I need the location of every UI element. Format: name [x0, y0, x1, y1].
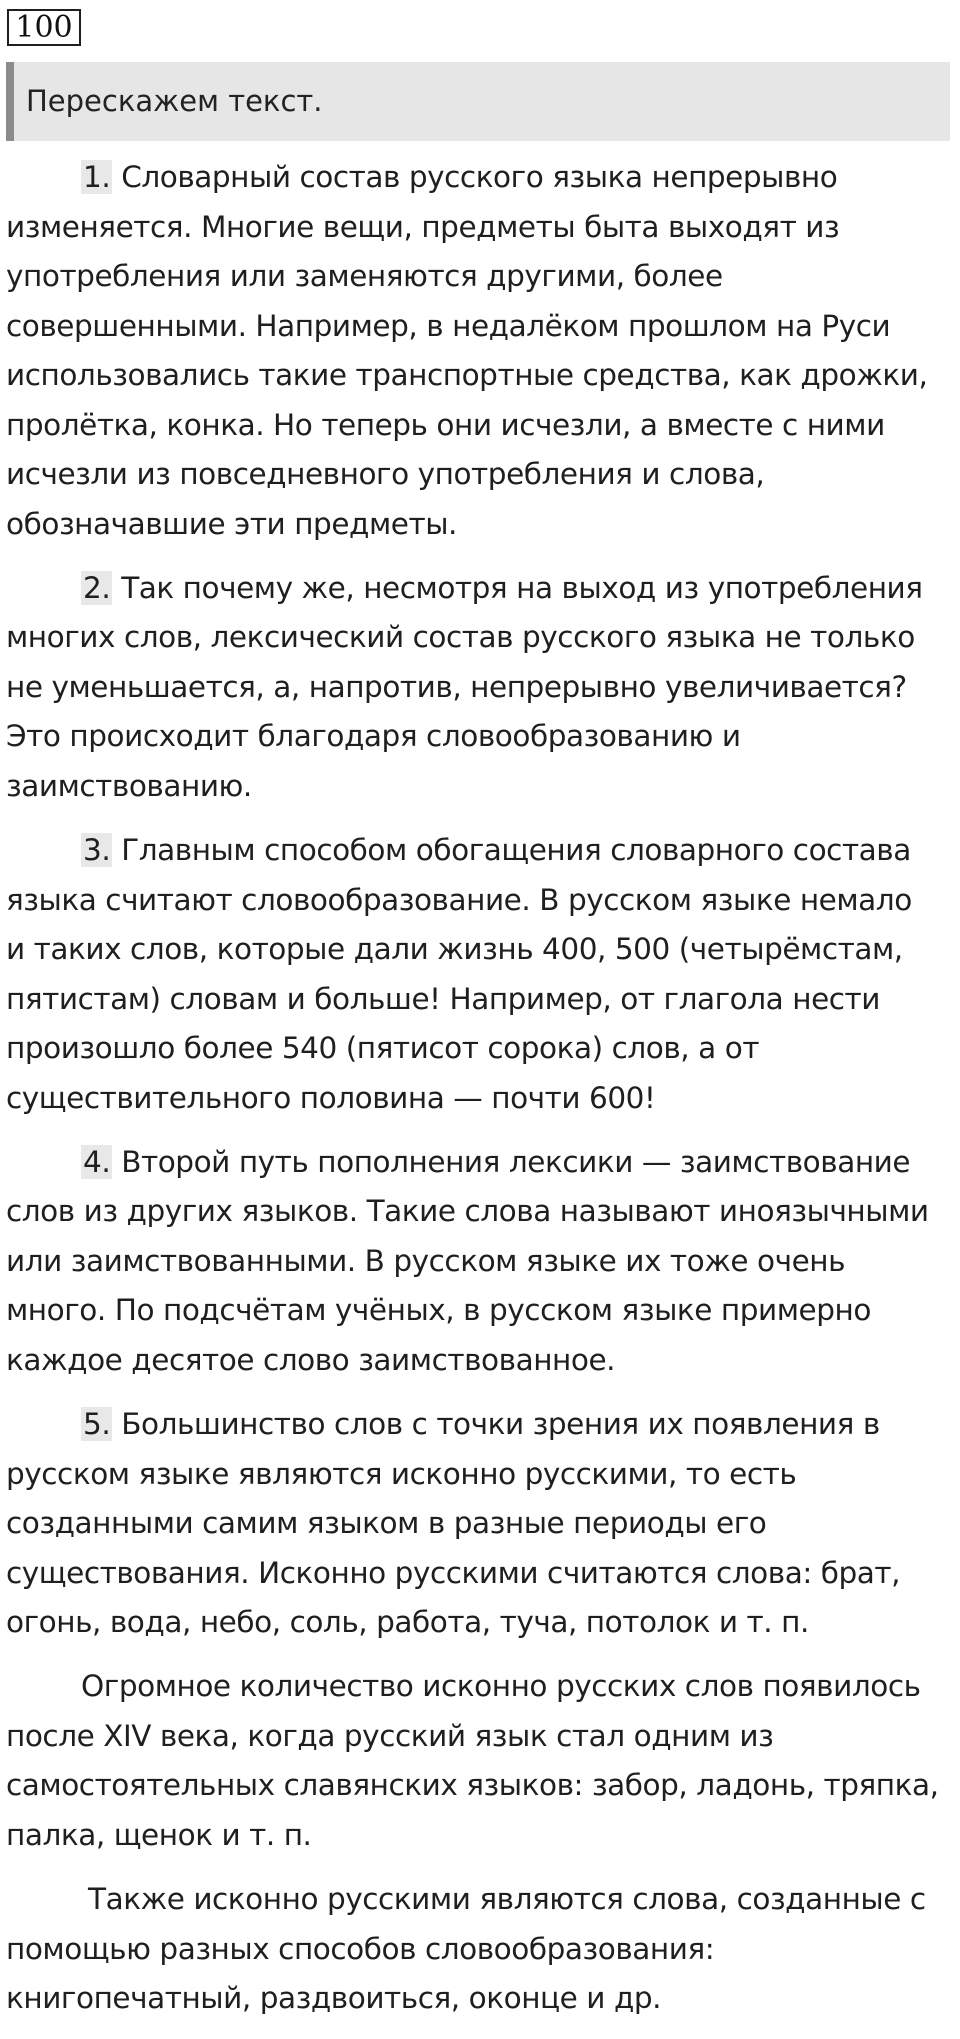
paragraph-line: Огромное количество исконно русских слов появилось: [81, 1669, 921, 1704]
paragraph-line: Это происходит благодаря словообразованию и: [6, 719, 741, 754]
exercise-number-box: 100: [7, 9, 81, 46]
paragraph-line: после XIV века, когда русский язык стал одним из: [6, 1718, 774, 1753]
paragraph-line: заимствованию.: [6, 768, 252, 803]
paragraph-line: огонь, вода, небо, соль, работа, туча, потолок и т. п.: [6, 1605, 809, 1640]
paragraph-line: обозначавшие эти предметы.: [6, 506, 457, 541]
paragraph-line: существительного половина — почти 600!: [6, 1080, 656, 1115]
paragraph-line: использовались такие транспортные средства, как дрожки,: [6, 358, 928, 392]
paragraph-4: [6, 1138, 956, 1386]
paragraph-line: палка, щенок и т. п.: [6, 1817, 312, 1852]
paragraph-line: Главным способом обогащения словарного состава: [121, 833, 911, 868]
paragraph-line: Словарный состав русского языка непрерывно: [121, 160, 838, 194]
paragraph-6: [6, 1662, 956, 1860]
paragraph-line: Второй путь пополнения лексики — заимствование: [121, 1144, 911, 1179]
text-body: [6, 153, 956, 2039]
paragraph-line: произошло более 540 (пятисот сорока) слов, а от: [6, 1031, 760, 1066]
paragraph-line: созданными самим языком в разные периоды его: [6, 1506, 767, 1541]
paragraph-line: многих слов, лексический состав русского языка не только: [6, 620, 915, 655]
paragraph-5: [6, 1400, 956, 1648]
paragraph-2: [6, 564, 956, 812]
paragraph-7: [6, 1875, 956, 2024]
paragraph-number: 3.: [83, 833, 111, 868]
paragraph-line: или заимствованными. В русском языке их тоже очень: [6, 1243, 846, 1278]
paragraph-line: много. По подсчётам учёных, в русском языке примерно: [6, 1293, 871, 1328]
paragraph-line: языка считают словообразование. В русском языке немало: [6, 882, 912, 917]
paragraph-1: [6, 153, 956, 549]
paragraph-line: книгопечатный, раздвоиться, оконце и др.: [6, 1981, 662, 2016]
paragraph-3: [6, 826, 956, 1123]
paragraph-number: 2.: [83, 570, 111, 605]
paragraph-line: употребления или заменяются другими, более: [6, 259, 723, 293]
paragraph-line: изменяется. Многие вещи, предметы быта выходят из: [6, 209, 840, 244]
paragraph-line: пятистам) словам и больше! Например, от глагола нести: [6, 981, 880, 1016]
paragraph-line: совершенными. Например, в недалёком прошлом на Руси: [6, 308, 891, 343]
paragraph-line: помощью разных способов словообразования:: [6, 1931, 715, 1966]
paragraph-line: пролётка, конка. Но теперь они исчезли, а вместе с ними: [6, 407, 885, 442]
instruction-banner: [6, 62, 950, 141]
paragraph-line: Большинство слов с точки зрения их появления в: [121, 1407, 880, 1442]
paragraph-line: и таких слов, которые дали жизнь 400, 500 (четырёмстам,: [6, 932, 903, 967]
paragraph-number: 1.: [83, 160, 111, 194]
paragraph-line: исчезли из повседневного употребления и слова,: [6, 457, 765, 491]
paragraph-line: Так почему же, несмотря на выход из употребления: [121, 570, 923, 605]
paragraph-number: 4.: [83, 1144, 111, 1179]
instruction-text: Перескажем текст.: [26, 84, 323, 118]
paragraph-line: слов из других языков. Такие слова называют иноязычными: [6, 1194, 929, 1229]
paragraph-line: существования. Исконно русскими считаются слова: брат,: [6, 1555, 901, 1590]
paragraph-line: не уменьшается, а, напротив, непрерывно увеличивается?: [6, 669, 907, 704]
paragraph-number: 5.: [83, 1407, 111, 1442]
paragraph-line: Также исконно русскими являются слова, созданные с: [88, 1882, 926, 1917]
paragraph-line: русском языке являются исконно русскими, то есть: [6, 1456, 797, 1491]
paragraph-line: каждое десятое слово заимствованное.: [6, 1342, 616, 1377]
paragraph-line: самостоятельных славянских языков: забор, ладонь, тряпка,: [6, 1768, 939, 1803]
